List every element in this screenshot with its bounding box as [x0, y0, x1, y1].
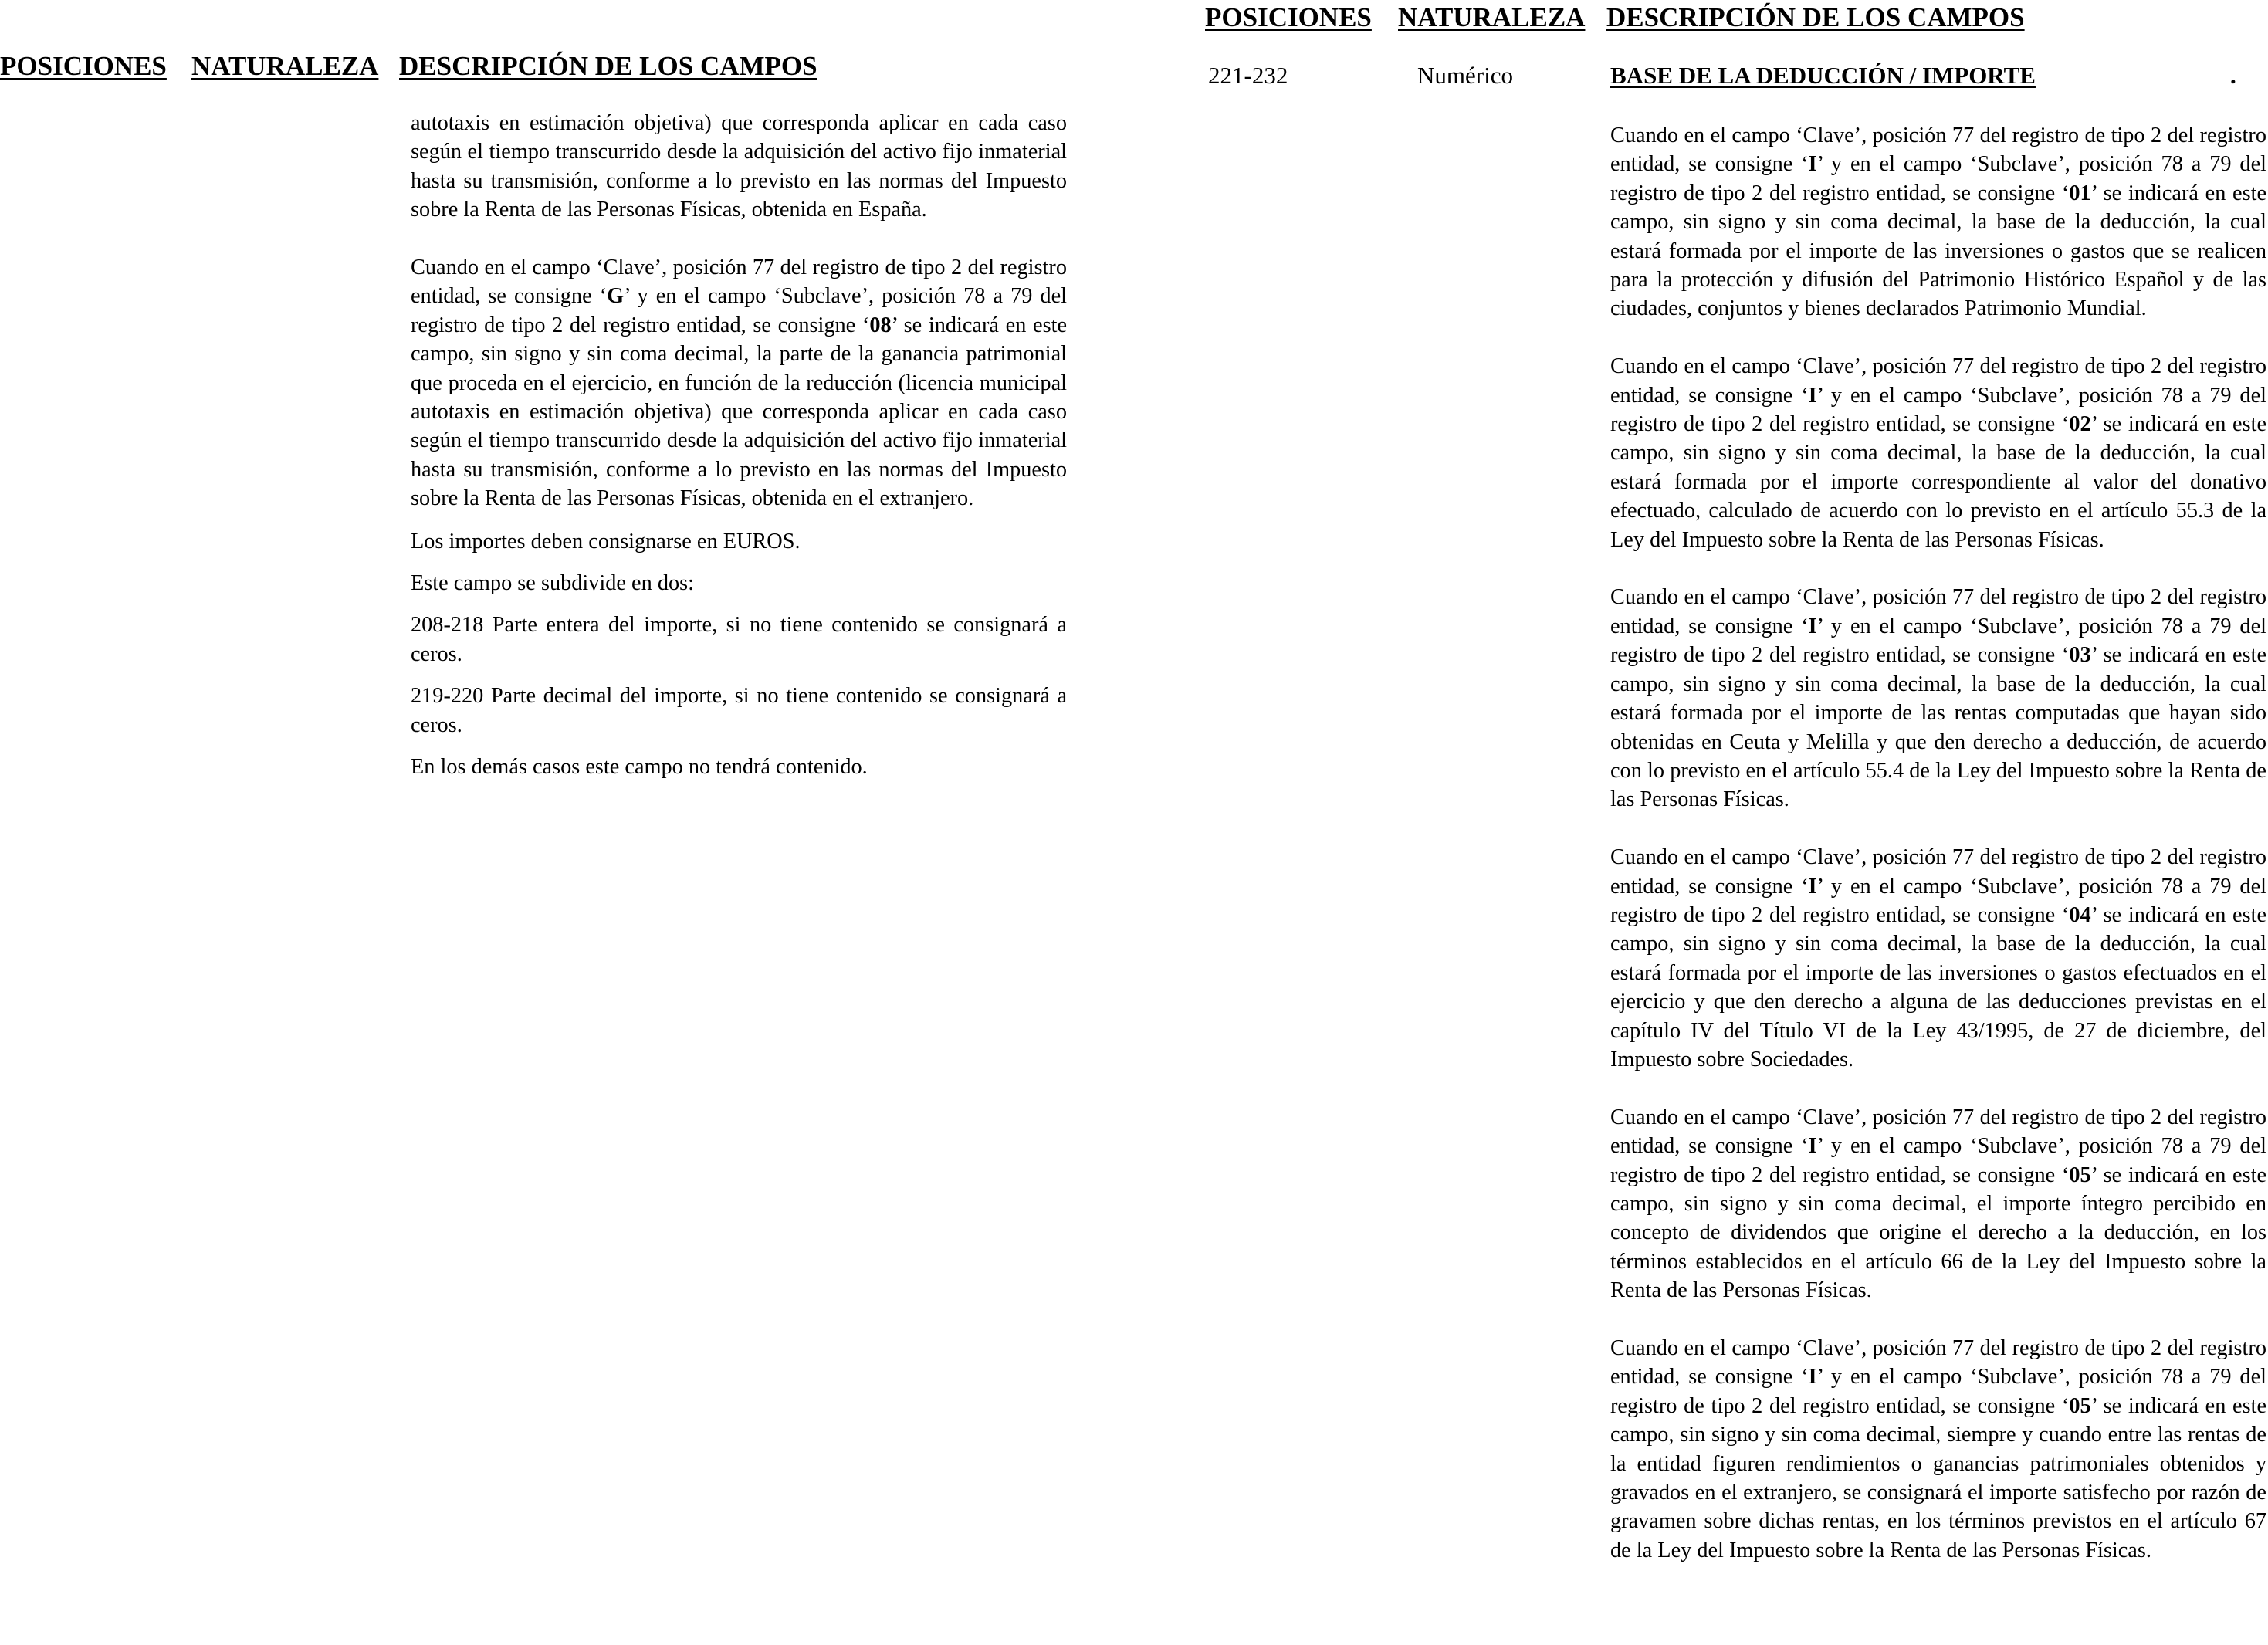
- paragraph-text: En los demás casos este campo no tendrá contenido.: [411, 755, 868, 780]
- paragraph-text: 219-220 Parte decimal del importe, si no tiene contenido se consignará a ceros.: [411, 684, 1067, 737]
- paragraph-text: Cuando en el campo ‘Clave’, posición 77 del registro de tipo 2 del registro entidad, se consigne ‘: [1610, 1335, 2266, 1389]
- paragraph-text: ’ y en el campo ‘Subclave’, posición 78 a 79 del registro de tipo 2 del registro entidad, se consigne ‘: [1610, 874, 2266, 927]
- paragraph: [411, 253, 1067, 513]
- paragraph-text: ’ y en el campo ‘Subclave’, posición 78 a 79 del registro de tipo 2 del registro entidad, se consigne ‘: [1610, 152, 2266, 205]
- paragraph-text: Cuando en el campo ‘Clave’, posición 77 del registro de tipo 2 del registro entidad, se consigne ‘: [1610, 845, 2266, 899]
- bold-code: 05: [2069, 1393, 2091, 1418]
- bold-code: I: [1808, 152, 1817, 177]
- bold-code: 04: [2069, 902, 2091, 927]
- paragraph: [1610, 352, 2266, 554]
- paragraph-text: Los importes deben consignarse en EUROS.: [411, 529, 801, 553]
- paragraph: [1610, 121, 2266, 323]
- bold-code: 08: [869, 313, 892, 337]
- paragraph-text: ’ y en el campo ‘Subclave’, posición 78 a 79 del registro de tipo 2 del registro entidad, se consigne ‘: [1610, 614, 2266, 668]
- paragraph-text: Cuando en el campo ‘Clave’, posición 77 del registro de tipo 2 del registro entidad, se consigne ‘: [1610, 124, 2266, 177]
- paragraph: [411, 611, 1067, 668]
- paragraph-text: ’ se indicará en este campo, sin signo y sin coma decimal, la base de la deducción, la cual estará formada por el importe de las inversiones o gastos que se realicen para la protección y difusión del Patrimonio Histórico Español y de las ciudades, conjuntos y bienes declarados Patrimonio Mundial.: [1610, 181, 2267, 321]
- paragraph-text: ’ y en el campo ‘Subclave’, posición 78 a 79 del registro de tipo 2 del registro entidad, se consigne ‘: [1610, 1134, 2266, 1187]
- paragraph: [411, 569, 1067, 597]
- bold-code: I: [1808, 383, 1817, 408]
- paragraph: [411, 682, 1067, 740]
- header-nature: NATURALEZA: [191, 51, 379, 81]
- paragraph: [1610, 583, 2266, 814]
- field-positions: 221-232: [1208, 62, 1288, 89]
- paragraph-text: 208-218 Parte entera del importe, si no tiene contenido se consignará a ceros.: [411, 613, 1067, 666]
- paragraph-text: autotaxis en estimación objetiva) que corresponda aplicar en cada caso según el tiempo transcurrido desde la adquisición del activo fijo inmaterial hasta su transmisión, conforme a lo previsto en las normas del Impuesto sobre la Renta de las Personas Físicas, obtenida en España.: [411, 111, 1067, 222]
- left-description-text: [411, 109, 1067, 795]
- paragraph-text: Cuando en el campo ‘Clave’, posición 77 del registro de tipo 2 del registro entidad, se consigne ‘: [1610, 1105, 2266, 1159]
- paragraph-text: Cuando en el campo ‘Clave’, posición 77 del registro de tipo 2 del registro entidad, se consigne ‘: [1610, 354, 2266, 408]
- right-description-text: [1610, 121, 2266, 1594]
- bold-code: 03: [2069, 643, 2091, 668]
- paragraph-text: Cuando en el campo ‘Clave’, posición 77 del registro de tipo 2 del registro entidad, se consigne ‘: [411, 256, 1067, 309]
- bold-code: I: [1808, 1134, 1817, 1159]
- paragraph-text: ’ se indicará en este campo, sin signo y sin coma decimal, siempre y cuando entre las rentas de la entidad figuren rendimientos o ganancias patrimoniales obtenidos y gravados en el extranjero, se consignará el importe satisfecho por razón de gravamen sobre dichas rentas, en los términos previstos en el artículo 67 de la Ley del Impuesto sobre la Renta de las Personas Físicas.: [1610, 1393, 2267, 1562]
- header-positions: POSICIONES: [0, 51, 167, 81]
- paragraph-text: ’ se indicará en este campo, sin signo y sin coma decimal, la parte de la ganancia patrimonial que proceda en el ejercicio, en función de la reducción (licencia municipal autotaxis en estimación objetiva) que corresponda aplicar en cada caso según el tiempo transcurrido desde la adquisición del activo fijo inmaterial hasta su transmisión, conforme a lo previsto en las normas del Impuesto sobre la Renta de las Personas Físicas, obtenida en el extranjero.: [411, 313, 1068, 511]
- paragraph-text: Este campo se subdivide en dos:: [411, 571, 695, 596]
- field-title-period: .: [2230, 62, 2236, 89]
- bold-code: 02: [2069, 412, 2091, 437]
- bold-code: 01: [2069, 181, 2091, 205]
- header-description: DESCRIPCIÓN DE LOS CAMPOS: [1606, 2, 2025, 32]
- paragraph-text: Cuando en el campo ‘Clave’, posición 77 del registro de tipo 2 del registro entidad, se consigne ‘: [1610, 585, 2266, 638]
- paragraph: [1610, 1334, 2266, 1565]
- paragraph-text: ’ se indicará en este campo, sin signo y sin coma decimal, la base de la deducción, la cual estará formada por el importe correspondiente al valor del donativo efectuado, calculado de acuerdo con lo previsto en el artículo 55.3 de la Ley del Impuesto sobre la Renta de las Personas Físicas.: [1610, 412, 2267, 552]
- paragraph-text: ’ se indicará en este campo, sin signo y sin coma decimal, el importe íntegro percibido en concepto de dividendos que origine el derecho a la deducción, en los términos establecidos en el artículo 66 de la Ley del Impuesto sobre la Renta de las Personas Físicas.: [1610, 1163, 2267, 1303]
- bold-code: G: [607, 284, 625, 309]
- paragraph-text: ’ y en el campo ‘Subclave’, posición 78 a 79 del registro de tipo 2 del registro entidad, se consigne ‘: [411, 284, 1067, 337]
- paragraph-text: ’ se indicará en este campo, sin signo y sin coma decimal, la base de la deducción, la cual estará formada por el importe de las rentas computadas que hayan sido obtenidas en Ceuta y Melilla y que den derecho a deducción, de acuerdo con lo previsto en el artículo 55.4 de la Ley del Impuesto sobre la Renta de las Personas Físicas.: [1610, 643, 2267, 812]
- header-description: DESCRIPCIÓN DE LOS CAMPOS: [399, 51, 817, 81]
- paragraph: [1610, 843, 2266, 1074]
- field-nature: Numérico: [1417, 62, 1513, 89]
- field-title: [1610, 62, 2036, 90]
- paragraph: [411, 527, 1067, 556]
- bold-code: I: [1808, 614, 1817, 638]
- bold-code: 05: [2069, 1163, 2091, 1187]
- bold-code: I: [1808, 874, 1817, 899]
- right-page: [1127, 0, 2268, 1645]
- header-positions: POSICIONES: [1205, 2, 1372, 32]
- field-title-text: BASE DE LA DEDUCCIÓN / IMPORTE: [1610, 62, 2036, 89]
- paragraph: [1610, 1103, 2266, 1305]
- header-nature: NATURALEZA: [1398, 2, 1586, 32]
- paragraph-text: ’ y en el campo ‘Subclave’, posición 78 a 79 del registro de tipo 2 del registro entidad, se consigne ‘: [1610, 383, 2266, 437]
- paragraph-text: ’ se indicará en este campo, sin signo y sin coma decimal, la base de la deducción, la cual estará formada por el importe de las inversiones o gastos efectuados en el ejercicio y que den derecho a alguna de las deducciones previstas en el capítulo IV del Título VI de la Ley 43/1995, de 27 de diciembre, del Impuesto sobre Sociedades.: [1610, 902, 2267, 1071]
- paragraph: [411, 753, 1067, 781]
- paragraph: [411, 109, 1067, 225]
- paragraph-text: ’ y en el campo ‘Subclave’, posición 78 a 79 del registro de tipo 2 del registro entidad, se consigne ‘: [1610, 1365, 2266, 1418]
- left-page: [0, 0, 1127, 1645]
- bold-code: I: [1808, 1365, 1817, 1389]
